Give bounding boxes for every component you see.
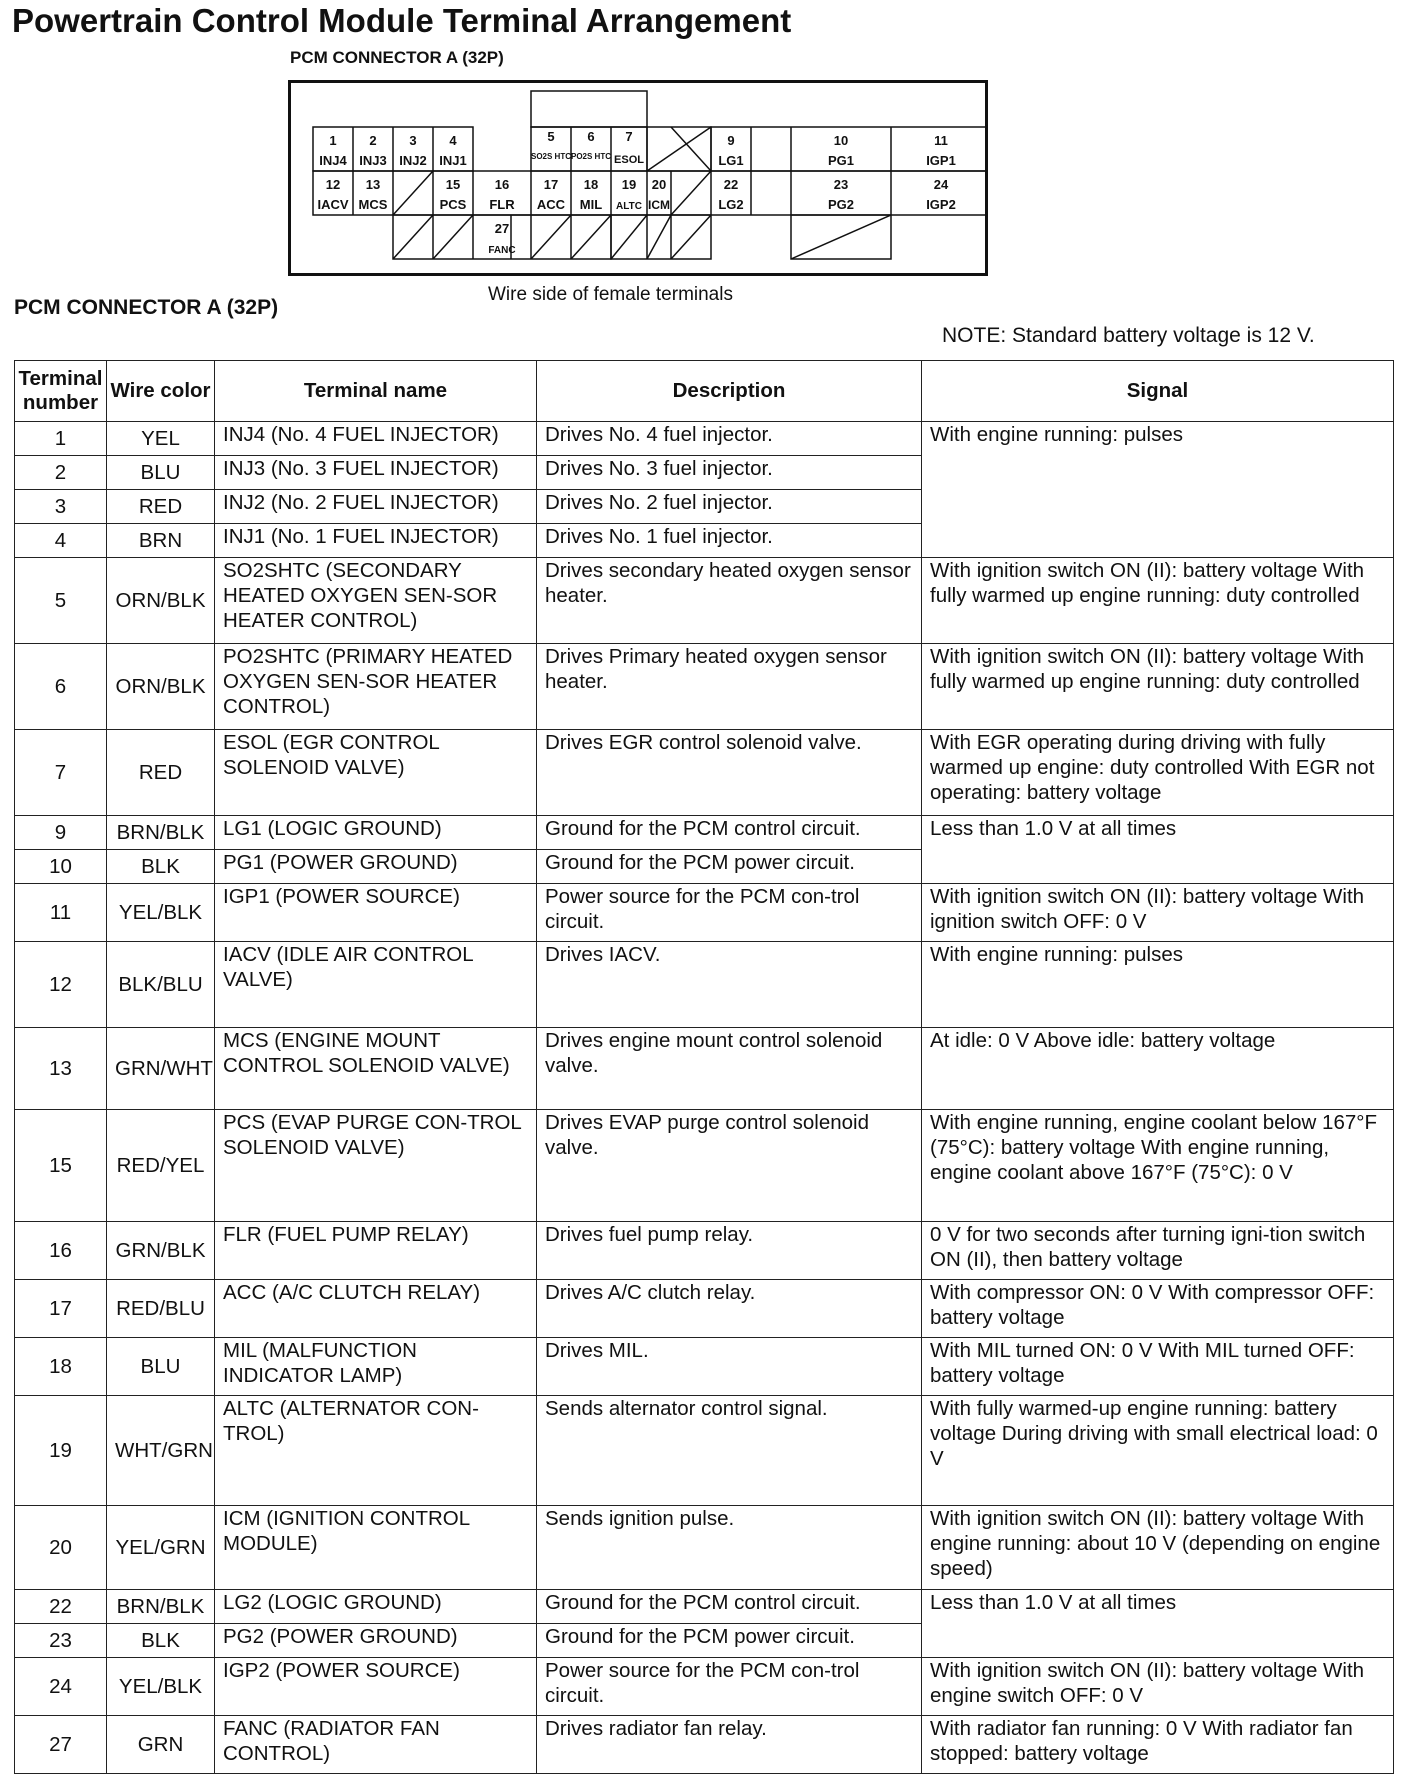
cell-terminal-number: 17 bbox=[15, 1280, 107, 1338]
table-row bbox=[15, 942, 1394, 1028]
cell-terminal-name: LG2 (LOGIC GROUND) bbox=[215, 1590, 537, 1624]
pin-27-name: FANC bbox=[488, 245, 516, 256]
table-row bbox=[15, 816, 1394, 850]
cell-description: Sends ignition pulse. bbox=[537, 1506, 922, 1590]
cell-terminal-number: 23 bbox=[15, 1624, 107, 1658]
cell-description: Drives No. 1 fuel injector. bbox=[537, 524, 922, 558]
cell-wire-color: GRN bbox=[107, 1716, 215, 1774]
pin-10-num: 10 bbox=[833, 133, 849, 148]
cell-terminal-name: ACC (A/C CLUTCH RELAY) bbox=[215, 1280, 537, 1338]
table-row bbox=[15, 1110, 1394, 1222]
cell-terminal-name: ESOL (EGR CONTROL SOLENOID VALVE) bbox=[215, 730, 537, 816]
cell-signal: With ignition switch ON (II): battery voltage With engine running: about 10 V (depending on engine speed) bbox=[922, 1506, 1394, 1590]
cell-terminal-name: FLR (FUEL PUMP RELAY) bbox=[215, 1222, 537, 1280]
pin-22-num: 22 bbox=[723, 177, 739, 192]
cell-description: Power source for the PCM con-trol circuit. bbox=[537, 884, 922, 942]
pin-24-name: IGP2 bbox=[926, 197, 956, 212]
cell-description: Drives fuel pump relay. bbox=[537, 1222, 922, 1280]
cell-terminal-name: MCS (ENGINE MOUNT CONTROL SOLENOID VALVE) bbox=[215, 1028, 537, 1110]
cell-wire-color: YEL/BLK bbox=[107, 884, 215, 942]
pin-22-name: LG2 bbox=[718, 197, 744, 212]
cell-signal: With EGR operating during driving with fully warmed up engine: duty controlled With EGR not operating: battery voltage bbox=[922, 730, 1394, 816]
cell-description: Sends alternator control signal. bbox=[537, 1396, 922, 1506]
cell-terminal-name: MIL (MALFUNCTION INDICATOR LAMP) bbox=[215, 1338, 537, 1396]
cell-wire-color: BLK bbox=[107, 850, 215, 884]
table-row bbox=[15, 730, 1394, 816]
pin-19-name: ALTC bbox=[616, 201, 642, 212]
cell-terminal-name: IGP1 (POWER SOURCE) bbox=[215, 884, 537, 942]
pin-18-num: 18 bbox=[583, 177, 599, 192]
pin-20-name: ICM bbox=[648, 198, 670, 212]
cell-description: Ground for the PCM power circuit. bbox=[537, 850, 922, 884]
cell-description: Drives EVAP purge control solenoid valve. bbox=[537, 1110, 922, 1222]
cell-terminal-number: 27 bbox=[15, 1716, 107, 1774]
cell-terminal-name: INJ1 (No. 1 FUEL INJECTOR) bbox=[215, 524, 537, 558]
section-title: PCM CONNECTOR A (32P) bbox=[14, 296, 279, 319]
pin-1-name: INJ4 bbox=[319, 153, 347, 168]
cell-terminal-number: 13 bbox=[15, 1028, 107, 1110]
table-row bbox=[15, 1716, 1394, 1774]
cell-signal: Less than 1.0 V at all times bbox=[922, 816, 1394, 884]
cell-terminal-name: PG1 (POWER GROUND) bbox=[215, 850, 537, 884]
pin-4-name: INJ1 bbox=[439, 153, 467, 168]
connector-label: PCM CONNECTOR A (32P) bbox=[290, 48, 504, 67]
cell-description: Drives radiator fan relay. bbox=[537, 1716, 922, 1774]
cell-terminal-number: 15 bbox=[15, 1110, 107, 1222]
cell-terminal-name: PO2SHTC (PRIMARY HEATED OXYGEN SEN-SOR HEATER CONTROL) bbox=[215, 644, 537, 730]
cell-terminal-name: PCS (EVAP PURGE CON-TROL SOLENOID VALVE) bbox=[215, 1110, 537, 1222]
pin-16-name: FLR bbox=[489, 197, 515, 212]
cell-wire-color: ORN/BLK bbox=[107, 558, 215, 644]
cell-signal: With radiator fan running: 0 V With radiator fan stopped: battery voltage bbox=[922, 1716, 1394, 1774]
cell-description: Drives EGR control solenoid valve. bbox=[537, 730, 922, 816]
cell-terminal-number: 5 bbox=[15, 558, 107, 644]
cell-terminal-name: IGP2 (POWER SOURCE) bbox=[215, 1658, 537, 1716]
cell-wire-color: BRN bbox=[107, 524, 215, 558]
header-terminal-name: Terminal name bbox=[215, 361, 537, 422]
terminal-table bbox=[14, 360, 1394, 1774]
cell-terminal-number: 24 bbox=[15, 1658, 107, 1716]
connector-diagram bbox=[288, 80, 988, 276]
pin-2-num: 2 bbox=[369, 133, 377, 148]
cell-wire-color: RED bbox=[107, 730, 215, 816]
cell-wire-color: WHT/GRN bbox=[107, 1396, 215, 1506]
voltage-note: NOTE: Standard battery voltage is 12 V. bbox=[942, 324, 1315, 347]
cell-terminal-number: 12 bbox=[15, 942, 107, 1028]
pin-23-num: 23 bbox=[833, 177, 849, 192]
cell-terminal-number: 4 bbox=[15, 524, 107, 558]
cell-terminal-name: IACV (IDLE AIR CONTROL VALVE) bbox=[215, 942, 537, 1028]
cell-signal: With MIL turned ON: 0 V With MIL turned OFF: battery voltage bbox=[922, 1338, 1394, 1396]
pin-20-num: 20 bbox=[651, 177, 667, 192]
cell-signal: With ignition switch ON (II): battery voltage With ignition switch OFF: 0 V bbox=[922, 884, 1394, 942]
table-row bbox=[15, 1280, 1394, 1338]
cell-description: Drives Primary heated oxygen sensor heater. bbox=[537, 644, 922, 730]
cell-signal: With ignition switch ON (II): battery voltage With fully warmed up engine running: duty controlled bbox=[922, 558, 1394, 644]
cell-terminal-name: FANC (RADIATOR FAN CONTROL) bbox=[215, 1716, 537, 1774]
header-terminal-number: Terminal number bbox=[15, 361, 107, 422]
cell-description: Drives secondary heated oxygen sensor heater. bbox=[537, 558, 922, 644]
cell-wire-color: BLU bbox=[107, 456, 215, 490]
pin-9-name: LG1 bbox=[718, 153, 744, 168]
cell-terminal-number: 2 bbox=[15, 456, 107, 490]
pin-2-name: INJ3 bbox=[359, 153, 387, 168]
pin-5-num: 5 bbox=[547, 129, 555, 144]
pin-9-num: 9 bbox=[727, 133, 735, 148]
pin-18-name: MIL bbox=[579, 197, 603, 212]
cell-terminal-name: ICM (IGNITION CONTROL MODULE) bbox=[215, 1506, 537, 1590]
cell-signal: 0 V for two seconds after turning igni-tion switch ON (II), then battery voltage bbox=[922, 1222, 1394, 1280]
pin-13-name: MCS bbox=[358, 197, 388, 212]
connector-terminal-grid bbox=[291, 83, 985, 273]
cell-terminal-number: 22 bbox=[15, 1590, 107, 1624]
header-description: Description bbox=[537, 361, 922, 422]
cell-terminal-number: 3 bbox=[15, 490, 107, 524]
cell-wire-color: RED bbox=[107, 490, 215, 524]
cell-description: Drives No. 4 fuel injector. bbox=[537, 422, 922, 456]
cell-terminal-name: INJ4 (No. 4 FUEL INJECTOR) bbox=[215, 422, 537, 456]
diagram-caption: Wire side of female terminals bbox=[488, 284, 733, 305]
pin-16-num: 16 bbox=[494, 177, 510, 192]
table-row bbox=[15, 1590, 1394, 1624]
pin-3-name: INJ2 bbox=[399, 153, 427, 168]
cell-description: Ground for the PCM power circuit. bbox=[537, 1624, 922, 1658]
cell-terminal-number: 19 bbox=[15, 1396, 107, 1506]
cell-terminal-name: SO2SHTC (SECONDARY HEATED OXYGEN SEN-SOR HEATER CONTROL) bbox=[215, 558, 537, 644]
cell-wire-color: RED/YEL bbox=[107, 1110, 215, 1222]
table-row bbox=[15, 1338, 1394, 1396]
cell-signal: With ignition switch ON (II): battery voltage With fully warmed up engine running: duty controlled bbox=[922, 644, 1394, 730]
table-row bbox=[15, 1658, 1394, 1716]
pin-17-num: 17 bbox=[543, 177, 559, 192]
cell-wire-color: YEL/GRN bbox=[107, 1506, 215, 1590]
cell-description: Ground for the PCM control circuit. bbox=[537, 1590, 922, 1624]
cell-wire-color: BLU bbox=[107, 1338, 215, 1396]
pin-15-name: PCS bbox=[439, 197, 467, 212]
table-row bbox=[15, 1028, 1394, 1110]
pin-4-num: 4 bbox=[449, 133, 457, 148]
cell-wire-color: GRN/WHT bbox=[107, 1028, 215, 1110]
pin-1-num: 1 bbox=[329, 133, 337, 148]
cell-terminal-number: 20 bbox=[15, 1506, 107, 1590]
cell-description: Drives No. 2 fuel injector. bbox=[537, 490, 922, 524]
pin-11-num: 11 bbox=[934, 133, 948, 148]
cell-terminal-name: LG1 (LOGIC GROUND) bbox=[215, 816, 537, 850]
cell-terminal-number: 1 bbox=[15, 422, 107, 456]
pin-3-num: 3 bbox=[409, 133, 417, 148]
cell-description: Drives IACV. bbox=[537, 942, 922, 1028]
cell-wire-color: GRN/BLK bbox=[107, 1222, 215, 1280]
cell-signal: With compressor ON: 0 V With compressor OFF: battery voltage bbox=[922, 1280, 1394, 1338]
pin-24-num: 24 bbox=[933, 177, 949, 192]
table-header-row bbox=[15, 361, 1394, 422]
pin-13-num: 13 bbox=[365, 177, 381, 192]
cell-signal: Less than 1.0 V at all times bbox=[922, 1590, 1394, 1658]
cell-wire-color: RED/BLU bbox=[107, 1280, 215, 1338]
table-row bbox=[15, 644, 1394, 730]
cell-wire-color: YEL bbox=[107, 422, 215, 456]
pin-12-num: 12 bbox=[325, 177, 341, 192]
table-row bbox=[15, 1396, 1394, 1506]
cell-terminal-name: ALTC (ALTERNATOR CON-TROL) bbox=[215, 1396, 537, 1506]
cell-terminal-number: 10 bbox=[15, 850, 107, 884]
cell-description: Drives engine mount control solenoid valve. bbox=[537, 1028, 922, 1110]
header-signal: Signal bbox=[922, 361, 1394, 422]
cell-terminal-name: INJ3 (No. 3 FUEL INJECTOR) bbox=[215, 456, 537, 490]
header-wire-color: Wire color bbox=[107, 361, 215, 422]
pin-7-num: 7 bbox=[625, 129, 633, 144]
pin-6-num: 6 bbox=[587, 129, 595, 144]
pin-15-num: 15 bbox=[445, 177, 461, 192]
cell-description: Drives No. 3 fuel injector. bbox=[537, 456, 922, 490]
table-row bbox=[15, 1222, 1394, 1280]
cell-signal: With engine running: pulses bbox=[922, 422, 1394, 558]
table-row bbox=[15, 884, 1394, 942]
cell-signal: At idle: 0 V Above idle: battery voltage bbox=[922, 1028, 1394, 1110]
cell-terminal-name: PG2 (POWER GROUND) bbox=[215, 1624, 537, 1658]
cell-wire-color: YEL/BLK bbox=[107, 1658, 215, 1716]
cell-wire-color: ORN/BLK bbox=[107, 644, 215, 730]
cell-wire-color: BLK bbox=[107, 1624, 215, 1658]
cell-wire-color: BRN/BLK bbox=[107, 1590, 215, 1624]
cell-wire-color: BRN/BLK bbox=[107, 816, 215, 850]
table-row bbox=[15, 422, 1394, 456]
cell-terminal-number: 9 bbox=[15, 816, 107, 850]
cell-description: Drives MIL. bbox=[537, 1338, 922, 1396]
cell-signal: With engine running: pulses bbox=[922, 942, 1394, 1028]
cell-signal: With ignition switch ON (II): battery voltage With engine switch OFF: 0 V bbox=[922, 1658, 1394, 1716]
pin-5-name: SO2S HTC bbox=[530, 152, 572, 161]
pin-12-name: IACV bbox=[317, 197, 349, 212]
cell-description: Power source for the PCM con-trol circuit. bbox=[537, 1658, 922, 1716]
pin-10-name: PG1 bbox=[827, 153, 855, 168]
pin-6-name: PO2S HTC bbox=[570, 152, 612, 161]
cell-terminal-number: 6 bbox=[15, 644, 107, 730]
cell-terminal-number: 11 bbox=[15, 884, 107, 942]
cell-terminal-number: 7 bbox=[15, 730, 107, 816]
pin-27-num: 27 bbox=[494, 221, 510, 236]
cell-description: Drives A/C clutch relay. bbox=[537, 1280, 922, 1338]
cell-signal: With engine running, engine coolant below 167°F (75°C): battery voltage With engine running, engine coolant above 167°F (75°C): 0 V bbox=[922, 1110, 1394, 1222]
cell-terminal-number: 18 bbox=[15, 1338, 107, 1396]
pin-11-name: IGP1 bbox=[926, 153, 956, 168]
pin-19-num: 19 bbox=[621, 177, 637, 192]
cell-signal: With fully warmed-up engine running: battery voltage During driving with small electrical load: 0 V bbox=[922, 1396, 1394, 1506]
cell-wire-color: BLK/BLU bbox=[107, 942, 215, 1028]
pin-17-name: ACC bbox=[536, 197, 566, 212]
pin-7-name: ESOL bbox=[614, 154, 644, 166]
pin-23-name: PG2 bbox=[827, 197, 855, 212]
table-row bbox=[15, 558, 1394, 644]
cell-description: Ground for the PCM control circuit. bbox=[537, 816, 922, 850]
cell-terminal-number: 16 bbox=[15, 1222, 107, 1280]
cell-terminal-name: INJ2 (No. 2 FUEL INJECTOR) bbox=[215, 490, 537, 524]
page-title: Powertrain Control Module Terminal Arrangement bbox=[12, 2, 792, 39]
table-row bbox=[15, 1506, 1394, 1590]
